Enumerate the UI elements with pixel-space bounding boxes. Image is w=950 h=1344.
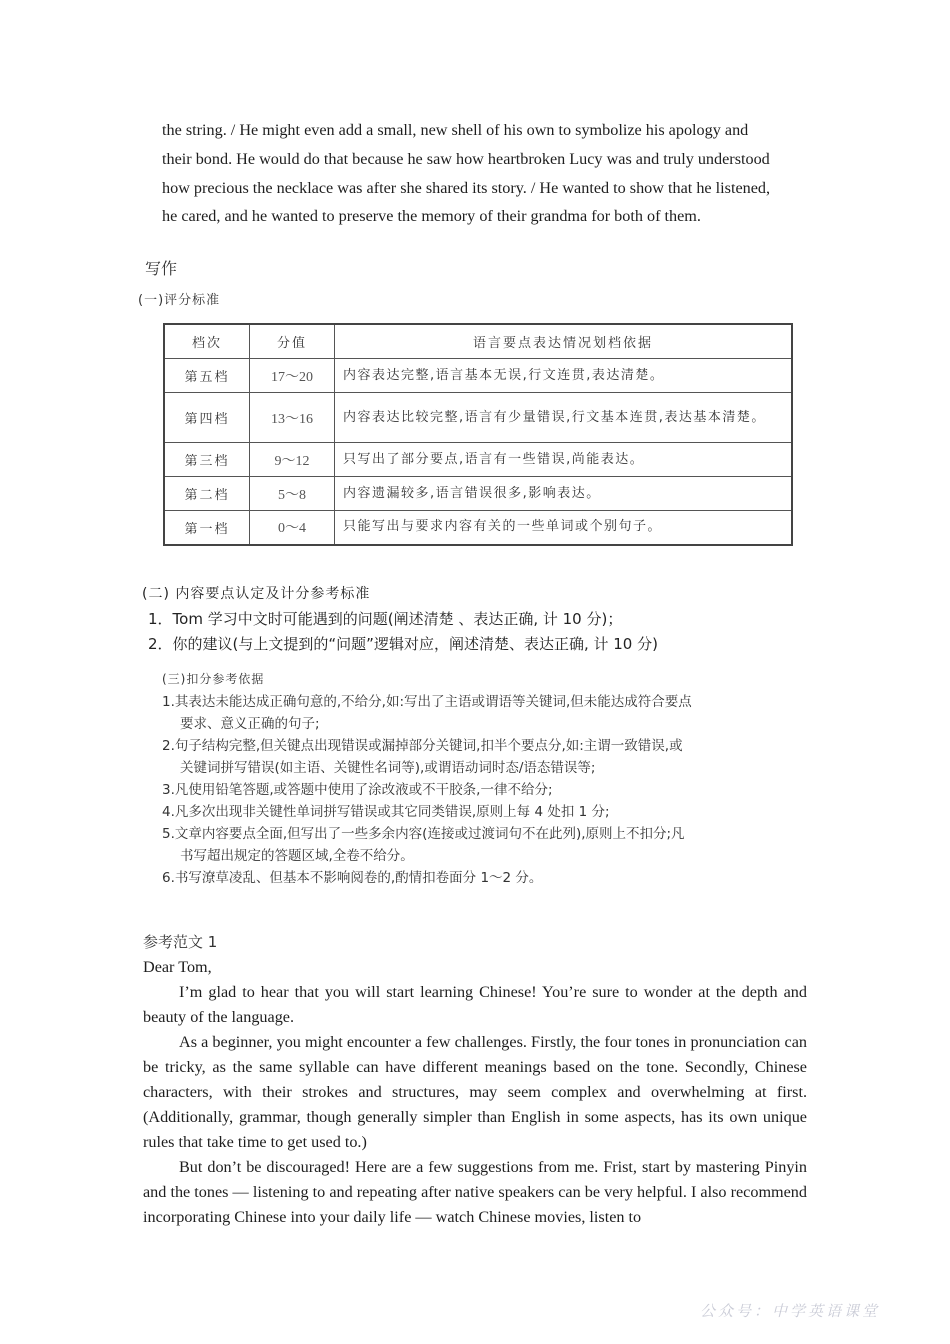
table-header-row bbox=[164, 324, 792, 359]
deduction-item: 3.凡使用铅笔答题,或答题中使用了涂改液或不干胶条,一律不给分; bbox=[162, 782, 553, 798]
header-score: 分值 bbox=[250, 324, 335, 359]
score-cell: 9～12 bbox=[250, 443, 335, 477]
table-row bbox=[164, 443, 792, 477]
deduction-title: (三)扣分参考依据 bbox=[162, 672, 265, 686]
score-cell: 13～16 bbox=[250, 393, 335, 443]
text-line: their bond. He would do that because he saw how heartbroken Lucy was and truly understood bbox=[162, 149, 770, 168]
deduction-item: 2.句子结构完整,但关键点出现错误或漏掉部分关键词,扣半个要点分,如:主谓一致错误,或 bbox=[162, 738, 683, 754]
content-point-item: 2．你的建议(与上文提到的“问题”逻辑对应，阐述清楚、表达正确, 计 10 分) bbox=[148, 635, 658, 653]
rubric-table bbox=[163, 323, 793, 546]
description-cell: 只能写出与要求内容有关的一些单词或个别句子。 bbox=[335, 511, 793, 545]
text-line: how precious the necklace was after she shared its story. / He wanted to show that he listened, bbox=[162, 178, 771, 197]
table-row bbox=[164, 477, 792, 511]
salutation: Dear Tom, bbox=[143, 958, 212, 976]
deduction-rules bbox=[162, 668, 802, 889]
content-point-item: 1．Tom 学习中文时可能遇到的问题(阐述清楚 、表达正确, 计 10 分)； bbox=[148, 610, 623, 628]
deduction-item: 1.其表达未能达成正确句意的,不给分,如:写出了主语或谓语等关键词,但未能达成符合要点 bbox=[162, 694, 692, 710]
table-row bbox=[164, 393, 792, 443]
level-cell: 第四档 bbox=[164, 393, 250, 443]
watermark: 公众号：中学英语课堂 bbox=[700, 1302, 881, 1320]
description-cell: 内容遗漏较多,语言错误很多,影响表达。 bbox=[335, 477, 793, 511]
level-cell: 第一档 bbox=[164, 511, 250, 545]
deduction-item-continued: 要求、意义正确的句子; bbox=[180, 716, 320, 732]
rubric-title: (一)评分标准 bbox=[138, 293, 221, 308]
deduction-item-continued: 书写超出规定的答题区域,全卷不给分。 bbox=[180, 848, 414, 864]
score-cell: 5～8 bbox=[250, 477, 335, 511]
deduction-item: 4.凡多次出现非关键性单词拼写错误或其它同类错误,原则上每 4 处扣 1 分; bbox=[162, 804, 610, 820]
continuation-paragraph bbox=[162, 116, 812, 231]
description-cell: 内容表达完整,语言基本无误,行文连贯,表达清楚。 bbox=[335, 359, 793, 393]
header-description: 语言要点表达情况划档依据 bbox=[335, 324, 793, 359]
score-cell: 17～20 bbox=[250, 359, 335, 393]
description-cell: 只写出了部分要点,语言有一些错误,尚能表达。 bbox=[335, 443, 793, 477]
level-cell: 第五档 bbox=[164, 359, 250, 393]
deduction-item: 6.书写潦草凌乱、但基本不影响阅卷的,酌情扣卷面分 1～2 分。 bbox=[162, 870, 543, 886]
content-points bbox=[142, 582, 822, 657]
description-cell: 内容表达比较完整,语言有少量错误,行文基本连贯,表达基本清楚。 bbox=[335, 393, 793, 443]
deduction-item: 5.文章内容要点全面,但写出了一些多余内容(连接或过渡词句不在此列),原则上不扣分;凡 bbox=[162, 826, 685, 842]
text-line: he cared, and he wanted to preserve the memory of their grandma for both of them. bbox=[162, 207, 701, 226]
table-row bbox=[164, 359, 792, 393]
score-cell: 0～4 bbox=[250, 511, 335, 545]
essay-paragraph: But don’t be discouraged! Here are a few suggestions from me. Frist, start by mastering Pinyin and the tones — listening to and repeating after native speakers can be very helpful. I also recommend incorporating Chinese into your daily life — watch Chinese movies, listen to bbox=[143, 1158, 807, 1226]
essay-paragraph: I’m glad to hear that you will start learning Chinese! You’re sure to wonder at the depth and beauty of the language. bbox=[143, 983, 807, 1026]
section-title-writing: 写作 bbox=[145, 259, 178, 278]
table-row bbox=[164, 511, 792, 545]
deduction-item-continued: 关键词拼写错误(如主语、关键性名词等),或谓语动词时态/语态错误等; bbox=[180, 760, 596, 776]
level-cell: 第三档 bbox=[164, 443, 250, 477]
sample-essay bbox=[143, 930, 807, 1230]
level-cell: 第二档 bbox=[164, 477, 250, 511]
content-points-title: (二) 内容要点认定及计分参考标准 bbox=[142, 586, 371, 602]
essay-paragraph: As a beginner, you might encounter a few challenges. Firstly, the four tones in pronunciation can be tricky, as the same syllable can have different meanings based on the tone. Secondly, Chinese characters, with their strokes and structures, may seem complex and overwhelming at first. (Additionally, grammar, though generally simpler than English in some aspects, has its own unique rules that take time to get used to.) bbox=[143, 1033, 807, 1151]
header-level: 档次 bbox=[164, 324, 250, 359]
text-line: the string. / He might even add a small, new shell of his own to symbolize his apology and bbox=[162, 121, 749, 139]
sample-essay-title: 参考范文 1 bbox=[143, 933, 218, 951]
